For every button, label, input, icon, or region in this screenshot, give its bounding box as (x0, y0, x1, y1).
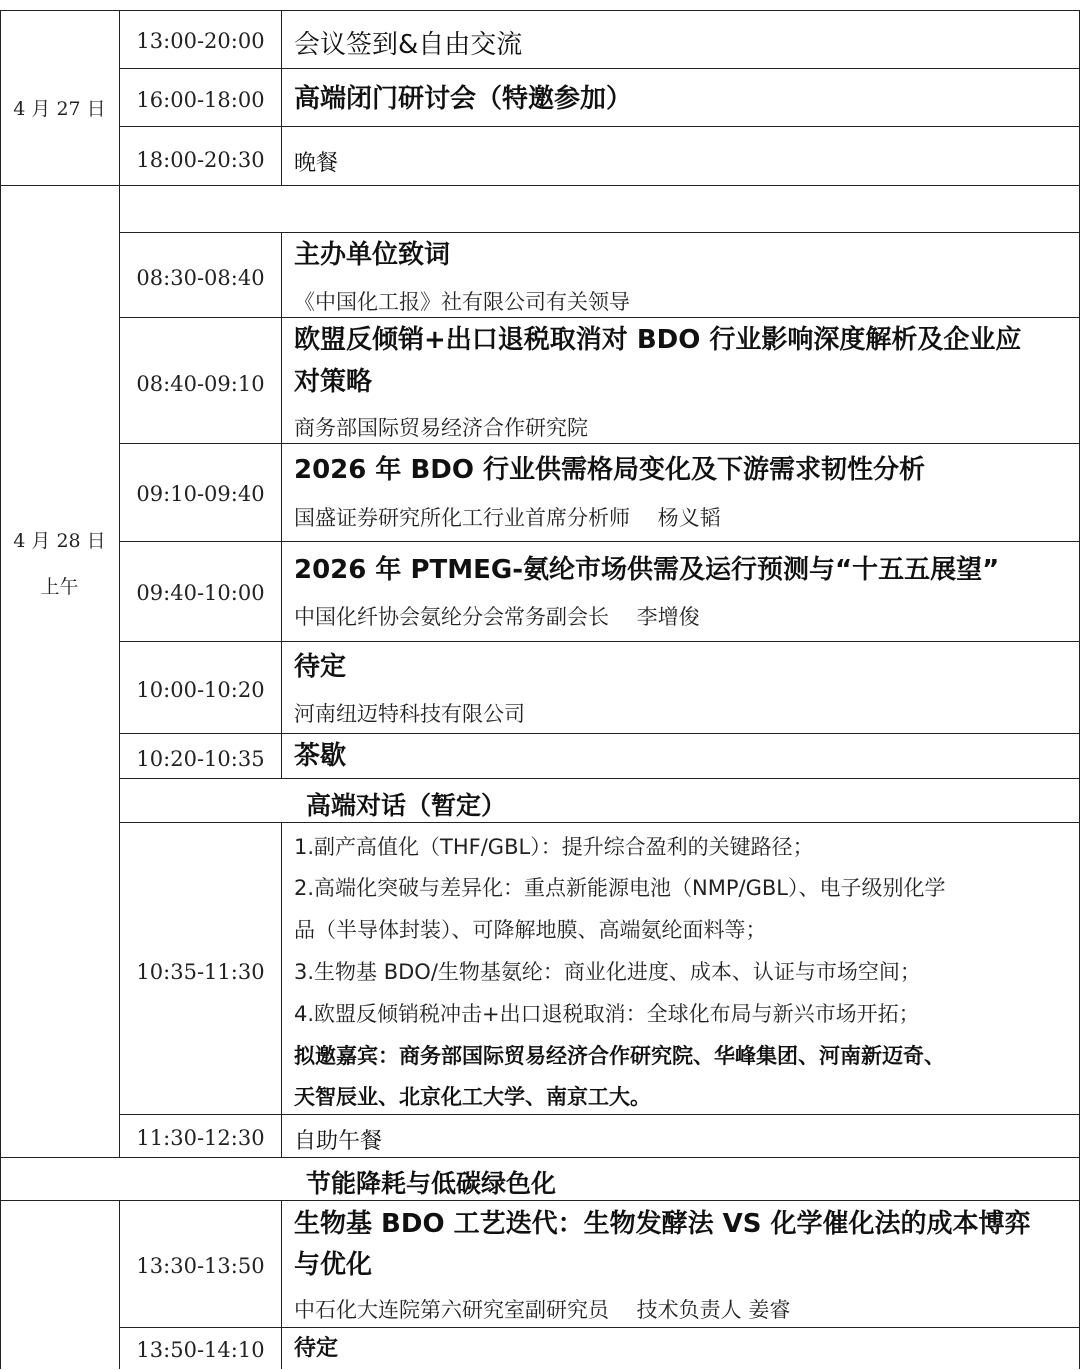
time-slot: 09:40-10:00 (136, 581, 265, 605)
time-column-divider (281, 822, 282, 1157)
session-title: 高端闭门研讨会（特邀参加） (294, 84, 633, 114)
date-april-28: 4 月 28 日 (13, 530, 106, 552)
time-slot: 10:00-10:20 (136, 678, 265, 702)
time-slot: 09:10-09:40 (136, 482, 265, 506)
session-title: 茶歇 (294, 741, 347, 771)
dialogue-topic: 3.生物基 BDO/生物基氨纶：商业化进度、成本、认证与市场空间； (294, 960, 921, 984)
row-divider (120, 822, 1080, 823)
row-divider (120, 641, 1080, 642)
invited-guests: 拟邀嘉宾：商务部国际贸易经济合作研究院、华峰集团、河南新迈奇、 (294, 1044, 945, 1068)
session-title: 主办单位致词 (294, 240, 451, 270)
session-title-continued: 与优化 (294, 1250, 373, 1280)
session-title-continued: 对策略 (294, 367, 373, 397)
session-title: 待定 (294, 1336, 339, 1361)
session-title: 会议签到&自由交流 (294, 30, 523, 60)
row-divider (120, 126, 1080, 127)
time-column-divider (281, 232, 282, 778)
row-divider (120, 733, 1080, 734)
row-divider (120, 778, 1080, 779)
time-slot: 13:50-14:10 (136, 1338, 265, 1362)
session-title: 待定 (294, 652, 347, 682)
row-divider (120, 1114, 1080, 1115)
dialogue-topic: 2.高端化突破与差异化：重点新能源电池（NMP/GBL）、电子级别化学 (294, 876, 946, 900)
session-speaker: 河南纽迈特科技有限公司 (294, 702, 525, 726)
time-column-divider (281, 10, 282, 186)
time-column-divider (281, 1200, 282, 1369)
day-divider (0, 1200, 1080, 1201)
time-slot: 16:00-18:00 (136, 88, 265, 112)
dialogue-topic: 4.欧盟反倾销税冲击+出口退税取消：全球化布局与新兴市场开拓； (294, 1002, 920, 1026)
session-speaker: 商务部国际贸易经济合作研究院 (294, 416, 588, 440)
session-title: 2026 年 PTMEG-氨纶市场供需及运行预测与“十五五展望” (294, 555, 1000, 585)
time-slot: 10:20-10:35 (136, 747, 265, 771)
session-title: 2026 年 BDO 行业供需格局变化及下游需求韧性分析 (294, 455, 926, 485)
date-april-28-period: 上午 (40, 576, 79, 598)
row-divider (120, 541, 1080, 542)
time-slot: 18:00-20:30 (136, 148, 265, 172)
table-top-border (0, 10, 1080, 11)
time-slot: 11:30-12:30 (136, 1126, 265, 1150)
section-heading-dialogue: 高端对话（暂定） (306, 791, 507, 820)
table-left-border (0, 10, 1, 1369)
day-divider (0, 1157, 1080, 1158)
time-slot: 08:40-09:10 (136, 372, 265, 396)
row-divider (120, 68, 1080, 69)
row-divider (120, 443, 1080, 444)
session-title: 自助午餐 (294, 1129, 383, 1154)
time-slot: 13:30-13:50 (136, 1254, 265, 1278)
invited-guests-continued: 天智辰业、北京化工大学、南京工大。 (294, 1085, 651, 1109)
row-divider (120, 317, 1080, 318)
row-divider (120, 232, 1080, 233)
row-divider (120, 1327, 1080, 1328)
session-title: 生物基 BDO 工艺迭代：生物发酵法 VS 化学催化法的成本博弈 (294, 1209, 1031, 1239)
time-slot: 13:00-20:00 (136, 29, 265, 53)
section-heading-energy: 节能降耗与低碳绿色化 (306, 1169, 557, 1198)
session-speaker: 中石化大连院第六研究室副研究员 技术负责人 姜睿 (294, 1298, 791, 1322)
session-speaker: 国盛证券研究所化工行业首席分析师 杨义韬 (294, 506, 721, 530)
time-slot: 08:30-08:40 (136, 266, 265, 290)
session-speaker: 中国化纤协会氨纶分会常务副会长 李增俊 (294, 605, 700, 629)
date-april-27: 4 月 27 日 (13, 98, 106, 120)
dialogue-topic: 1.副产高值化（THF/GBL）：提升综合盈利的关键路径； (294, 835, 814, 859)
session-speaker: 《中国化工报》社有限公司有关领导 (294, 290, 630, 314)
day-divider (0, 185, 1080, 186)
time-slot: 10:35-11:30 (136, 960, 265, 984)
session-title: 晚餐 (294, 151, 339, 176)
session-title: 欧盟反倾销+出口退税取消对 BDO 行业影响深度解析及企业应 (294, 325, 1022, 355)
dialogue-topic-continued: 品（半导体封装）、可降解地膜、高端氨纶面料等； (294, 918, 767, 942)
